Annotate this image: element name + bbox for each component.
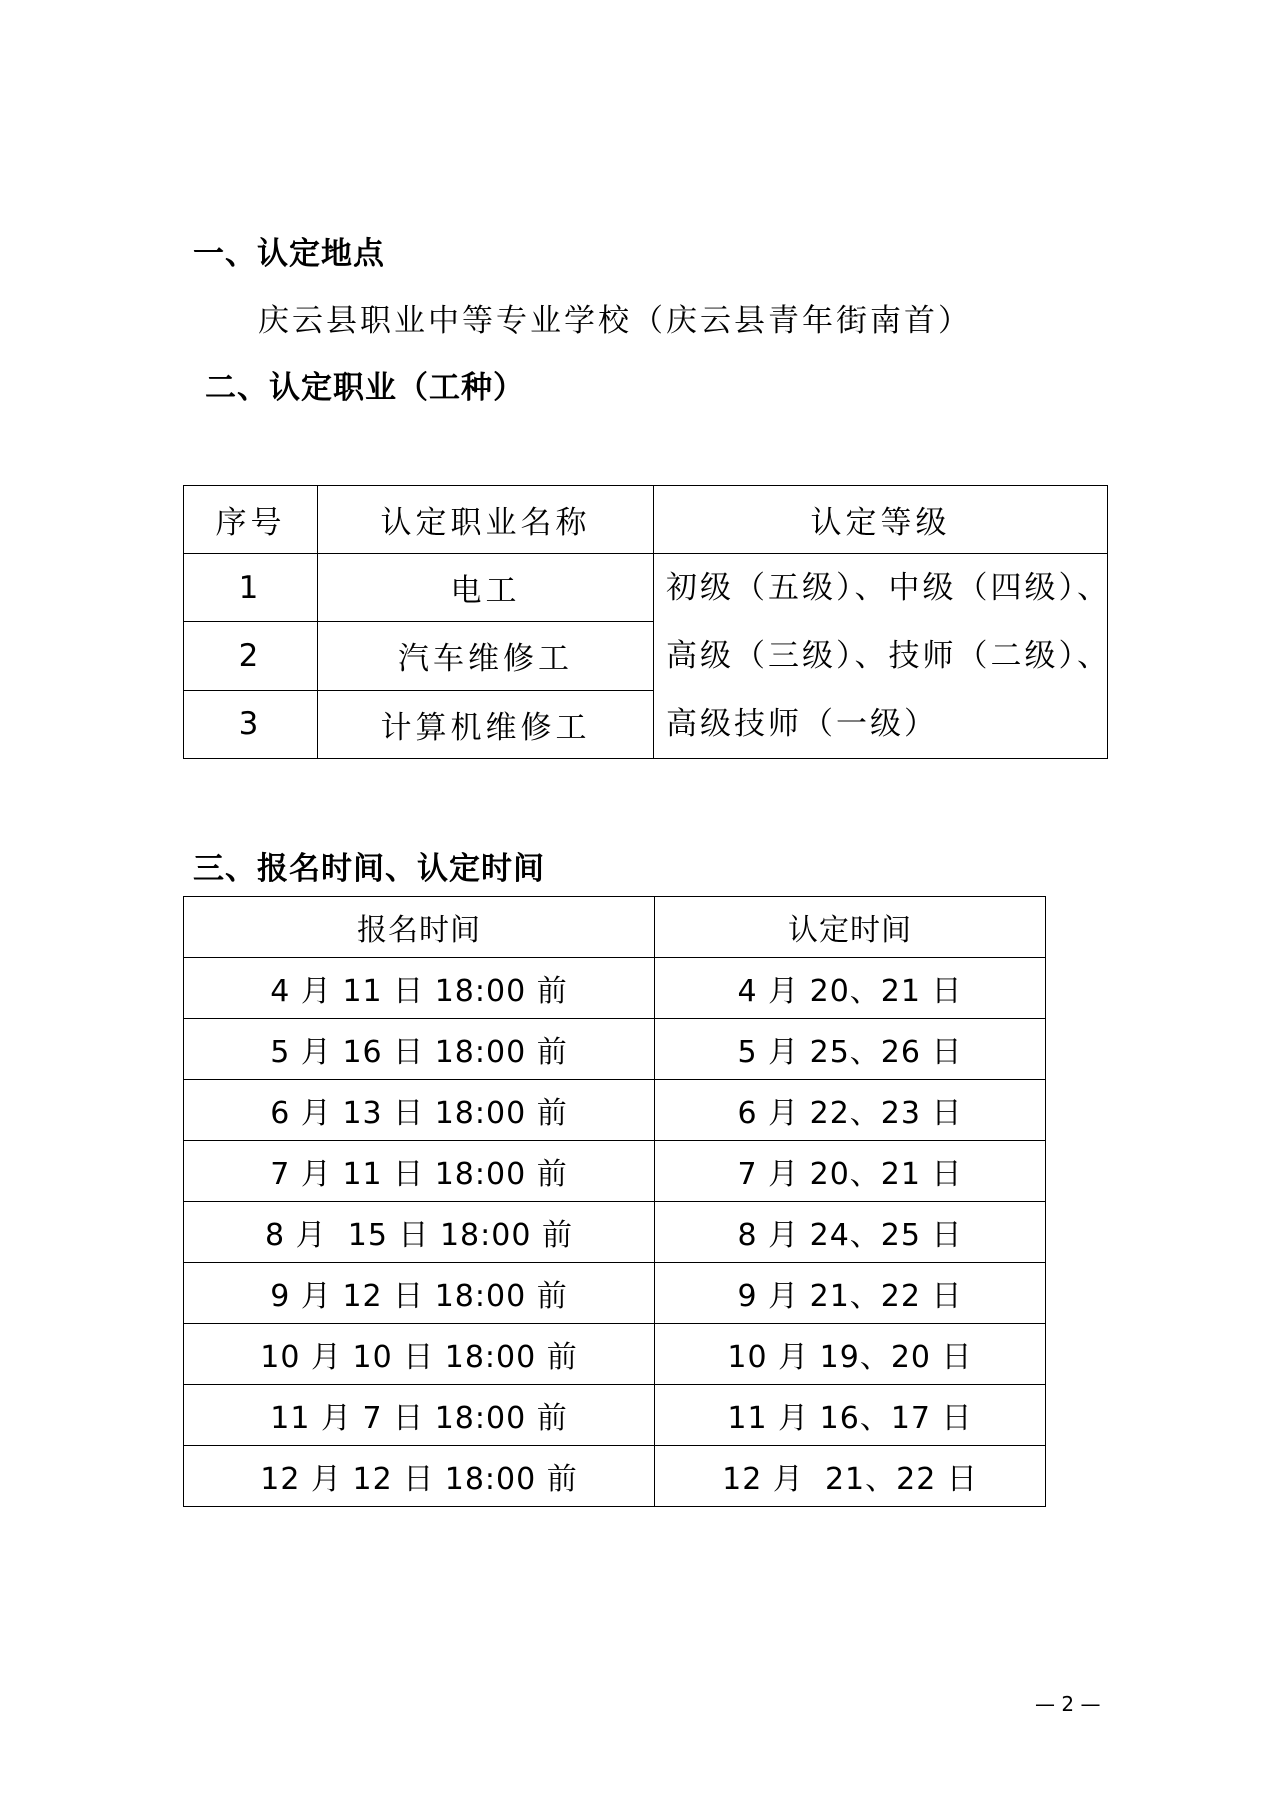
certify-time: 11 月 16、17 日 (655, 1385, 1046, 1446)
table-header-row (184, 897, 1046, 958)
table-row (184, 958, 1046, 1019)
register-time: 9 月 12 日 18:00 前 (184, 1263, 655, 1324)
level-line: 高级技师（一级） (666, 706, 938, 742)
level-line: 初级（五级）、中级（四级）、 (666, 570, 1111, 606)
row-no: 3 (184, 690, 318, 758)
table-row (184, 1263, 1046, 1324)
register-time: 8 月 15 日 18:00 前 (184, 1202, 655, 1263)
register-time: 6 月 13 日 18:00 前 (184, 1080, 655, 1141)
section1-heading: 一、认定地点 (193, 236, 385, 272)
certify-time: 8 月 24、25 日 (655, 1202, 1046, 1263)
time-table (183, 896, 1046, 1507)
register-time: 12 月 12 日 18:00 前 (184, 1446, 655, 1507)
certify-time: 12 月 21、22 日 (655, 1446, 1046, 1507)
table-row (184, 554, 1108, 622)
occupation-name: 汽车维修工 (318, 622, 654, 690)
header-level: 认定等级 (654, 486, 1108, 554)
section2-heading: 二、认定职业（工种） (205, 370, 525, 406)
register-time: 10 月 10 日 18:00 前 (184, 1324, 655, 1385)
header-no: 序号 (184, 486, 318, 554)
occupation-table (183, 485, 1111, 759)
level-cell (654, 554, 1111, 759)
table-row (184, 1019, 1046, 1080)
header-occupation-name: 认定职业名称 (318, 486, 654, 554)
table-row (184, 1385, 1046, 1446)
section3-heading: 三、报名时间、认定时间 (193, 851, 545, 887)
register-time: 5 月 16 日 18:00 前 (184, 1019, 655, 1080)
location-text: 庆云县职业中等专业学校（庆云县青年街南首） (258, 303, 972, 339)
occupation-name: 计算机维修工 (318, 690, 654, 758)
level-line: 高级（三级）、技师（二级）、 (666, 638, 1111, 674)
table-row (184, 1202, 1046, 1263)
certify-time: 6 月 22、23 日 (655, 1080, 1046, 1141)
table-row (184, 1141, 1046, 1202)
row-no: 1 (184, 554, 318, 622)
table-header-row (184, 486, 1108, 554)
table-row (184, 1080, 1046, 1141)
occupation-name: 电工 (318, 554, 654, 622)
certify-time: 10 月 19、20 日 (655, 1324, 1046, 1385)
table-row (184, 1446, 1046, 1507)
certify-time: 5 月 25、26 日 (655, 1019, 1046, 1080)
header-certify-time: 认定时间 (655, 897, 1046, 958)
certify-time: 7 月 20、21 日 (655, 1141, 1046, 1202)
table-row (184, 1324, 1046, 1385)
register-time: 4 月 11 日 18:00 前 (184, 958, 655, 1019)
register-time: 7 月 11 日 18:00 前 (184, 1141, 655, 1202)
certify-time: 4 月 20、21 日 (655, 958, 1046, 1019)
register-time: 11 月 7 日 18:00 前 (184, 1385, 655, 1446)
page-number: — 2 — (1035, 1692, 1101, 1716)
header-register-time: 报名时间 (184, 897, 655, 958)
certify-time: 9 月 21、22 日 (655, 1263, 1046, 1324)
row-no: 2 (184, 622, 318, 690)
